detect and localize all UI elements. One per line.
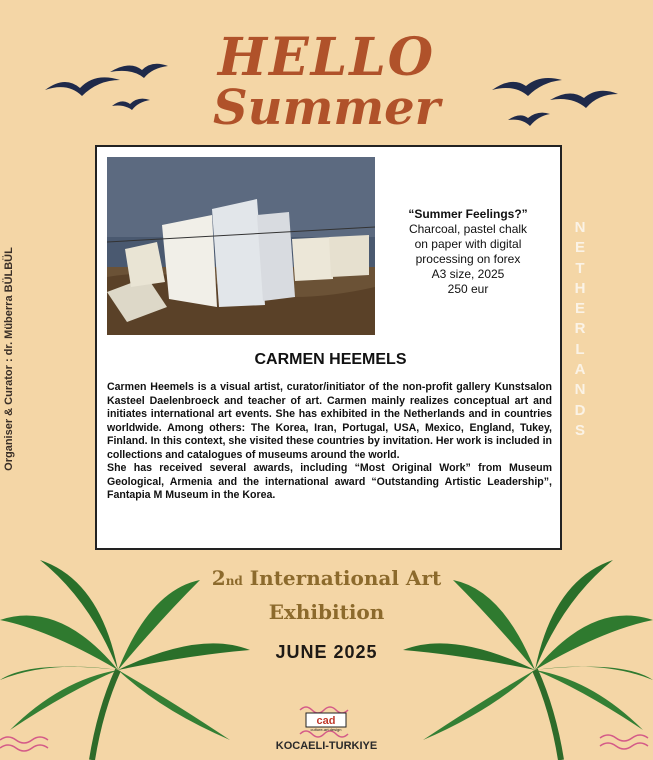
organiser-credit [2, 216, 16, 502]
exhibition-date: JUNE 2025 [275, 642, 378, 662]
country-letter: R [574, 320, 586, 338]
location-label: KOCAELI-TURKIYE [275, 740, 378, 752]
country-letter: N [574, 381, 586, 399]
country-letter: H [574, 279, 586, 297]
artwork-title: “Summer Feelings?” [408, 207, 528, 221]
artist-card [95, 145, 562, 550]
artist-bio-paragraph-1: Carmen Heemels is a visual artist, curator/initiator of the non-profit gallery Kunstsalon Kasteel Daelenbroeck and teacher of art. Carmen mainly realizes conceptual art and initiates international art events. She has exhibited in the Netherlands and in countries worldwide. Among others: The Korea, Iran, Portugal, USA, Mexico, England, Tukey, Finland. In this context, she visited these countries by invitation. Her work is included in collections and catalogues of museums around the world. [107, 381, 552, 461]
artwork-size: A3 size, 2025 [431, 267, 505, 281]
country-letter: T [575, 259, 585, 277]
country-letter: S [574, 421, 585, 439]
artwork-image [107, 157, 375, 335]
birds-right-icon [490, 72, 620, 134]
exhibition-title-line-2: Exhibition [268, 600, 385, 624]
artwork-caption [383, 207, 553, 297]
country-letter: E [574, 239, 585, 257]
exhibition-title-line-1 [0, 566, 653, 590]
country-letter: D [574, 401, 586, 419]
artist-name: CARMEN HEEMELS [254, 351, 407, 368]
artwork-medium-2: on paper with digital [414, 237, 522, 251]
exhibition-ordinal-suffix: nd [225, 574, 243, 588]
artwork-medium-1: Charcoal, pastel chalk [408, 222, 528, 236]
logo-text: cad [316, 715, 336, 727]
artwork-medium-3: processing on forex [415, 252, 521, 266]
country-letter: N [574, 219, 586, 236]
title-summer: Summer [213, 80, 440, 136]
country-letter: E [574, 300, 585, 318]
artwork-price: 250 eur [447, 282, 489, 296]
exhibition-ordinal: 2 [211, 566, 226, 590]
birds-left-icon [40, 60, 170, 120]
logo-subtext: culture-art design [310, 727, 342, 732]
country-vertical [570, 218, 590, 441]
exhibition-title-rest: International Art [242, 566, 442, 590]
country-letter: A [574, 361, 586, 379]
artist-bio-paragraph-2: She has received several awards, including “Most Original Work” from Museum Geological, Armenia and the international award “Outstanding Artistic Leadership”, Fantapia M Museum in the Korea. [107, 462, 552, 502]
title-hello: HELLO [217, 27, 436, 88]
country-letter: L [575, 340, 585, 358]
organiser-text: Organiser & Curator : dr. Müberra BÜLBÜL [3, 247, 15, 471]
cad-logo-icon [298, 700, 354, 740]
